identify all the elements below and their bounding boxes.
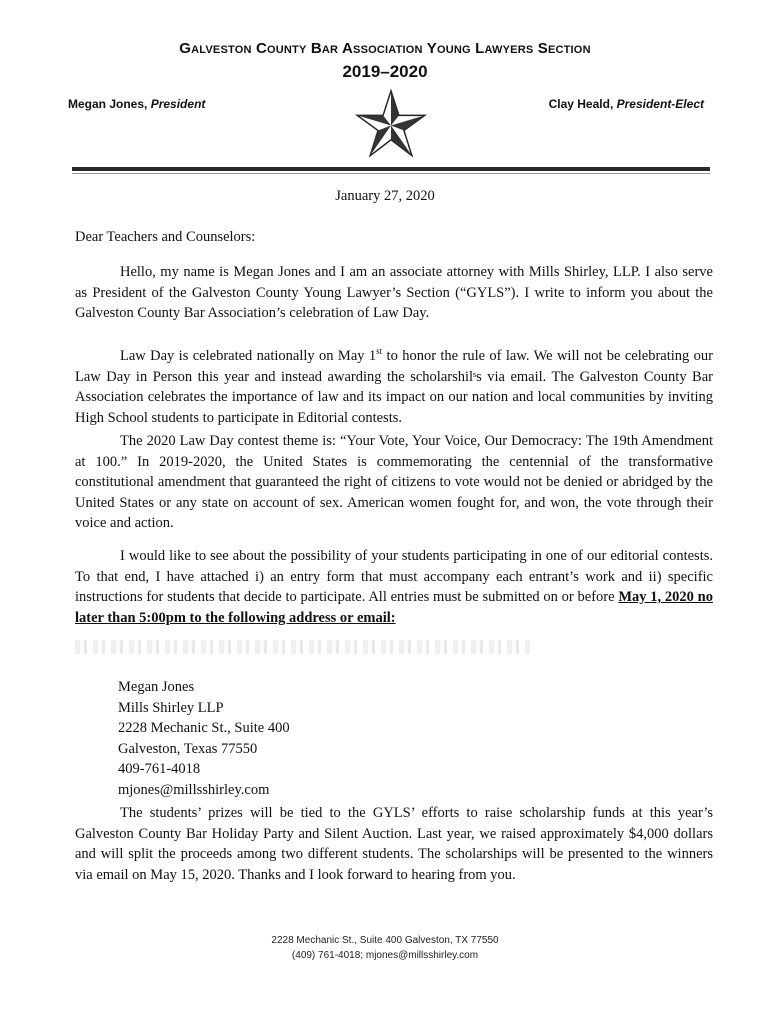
paragraph-scholarship: The students’ prizes will be tied to the GYLS’ efforts to raise scholarship funds at this year’s Galveston County Bar Holiday Party and Silent Auction. Last year, we raised approximately $4,000 dollars and will split the proceeds among two different students. The scholarships will be presented to the winners via email on May 15, 2020. Thanks and I look forward to hearing from you. [75, 805, 713, 883]
org-name-text: Galveston County Bar Association Young Lawyers Section [179, 40, 591, 57]
president-label [68, 97, 205, 111]
paragraph-intro: Hello, my name is Megan Jones and I am an associate attorney with Mills Shirley, LLP. I also serve as President of the Galveston County Young Lawyer’s Section (“GYLS”). I write to inform you about the Galveston County Bar Association’s celebration of Law Day. [75, 264, 713, 321]
paragraph-law-day [75, 346, 713, 428]
texas-star-icon [355, 88, 427, 160]
contest-text: I would like to see about the possibility of your students participating in one of our editorial contests. To that end, I have attached i) an entry form that must accompany each entrant’s work and ii) specific instructions for students that decide to participate. All entries must be submitted on or before [75, 548, 713, 605]
footer-address: 2228 Mechanic St., Suite 400 Galveston, TX 77550 [271, 935, 499, 946]
submission-deadline: May 1, 2020 no later than 5:00pm to the following address or email: [75, 589, 713, 626]
salutation: Dear Teachers and Counselors: [75, 229, 256, 245]
address-city: Galveston, Texas 77550 [118, 740, 258, 757]
footer [0, 933, 770, 963]
president-elect-name: Clay Heald, [548, 97, 614, 111]
address-phone: 409-761-4018 [118, 761, 201, 777]
law-day-text-a: Law Day is celebrated nationally on May 1 [120, 348, 377, 364]
law-day-ordinal: st [376, 346, 383, 357]
mailing-address [118, 677, 290, 800]
address-firm: Mills Shirley LLP [118, 699, 224, 716]
address-email: mjones@millsshirley.com [118, 781, 270, 798]
president-elect-title: President-Elect [616, 97, 704, 111]
org-year: 2019–2020 [342, 62, 428, 81]
scan-artifact [75, 640, 530, 654]
president-name: Megan Jones, [68, 97, 148, 111]
paragraph-theme: The 2020 Law Day contest theme is: “Your Vote, Your Voice, Our Democracy: The 19th Amendment at 100.” In 2019-2020, the United States is commemorating the centennial of the transformative constitutional amendment that guaranteed the right of citizens to vote would not be denied or abridged by the United States or any state on account of sex. American women fought for, and won, the vote through their voice and action. [75, 433, 713, 531]
president-title: President [150, 97, 206, 111]
letterhead-divider [72, 167, 710, 171]
paragraph-contest [75, 546, 713, 628]
letter-date: January 27, 2020 [335, 188, 435, 204]
org-name [0, 40, 770, 57]
letterhead-divider-thin [72, 173, 710, 174]
footer-contact: (409) 761-4018; mjones@millsshirley.com [291, 950, 479, 961]
address-name: Megan Jones [118, 679, 195, 695]
president-elect-label [549, 97, 704, 111]
law-day-text-b: to honor the rule of law. We will not be celebrating our Law Day in Person this year and instead awarding the scholarshilˢs via email. The Galveston County Bar Association celebrates the importance of law and its impact on our nation and local communities by inviting High School students to participate in Editorial contests. [75, 348, 713, 426]
address-street: 2228 Mechanic St., Suite 400 [118, 720, 290, 736]
